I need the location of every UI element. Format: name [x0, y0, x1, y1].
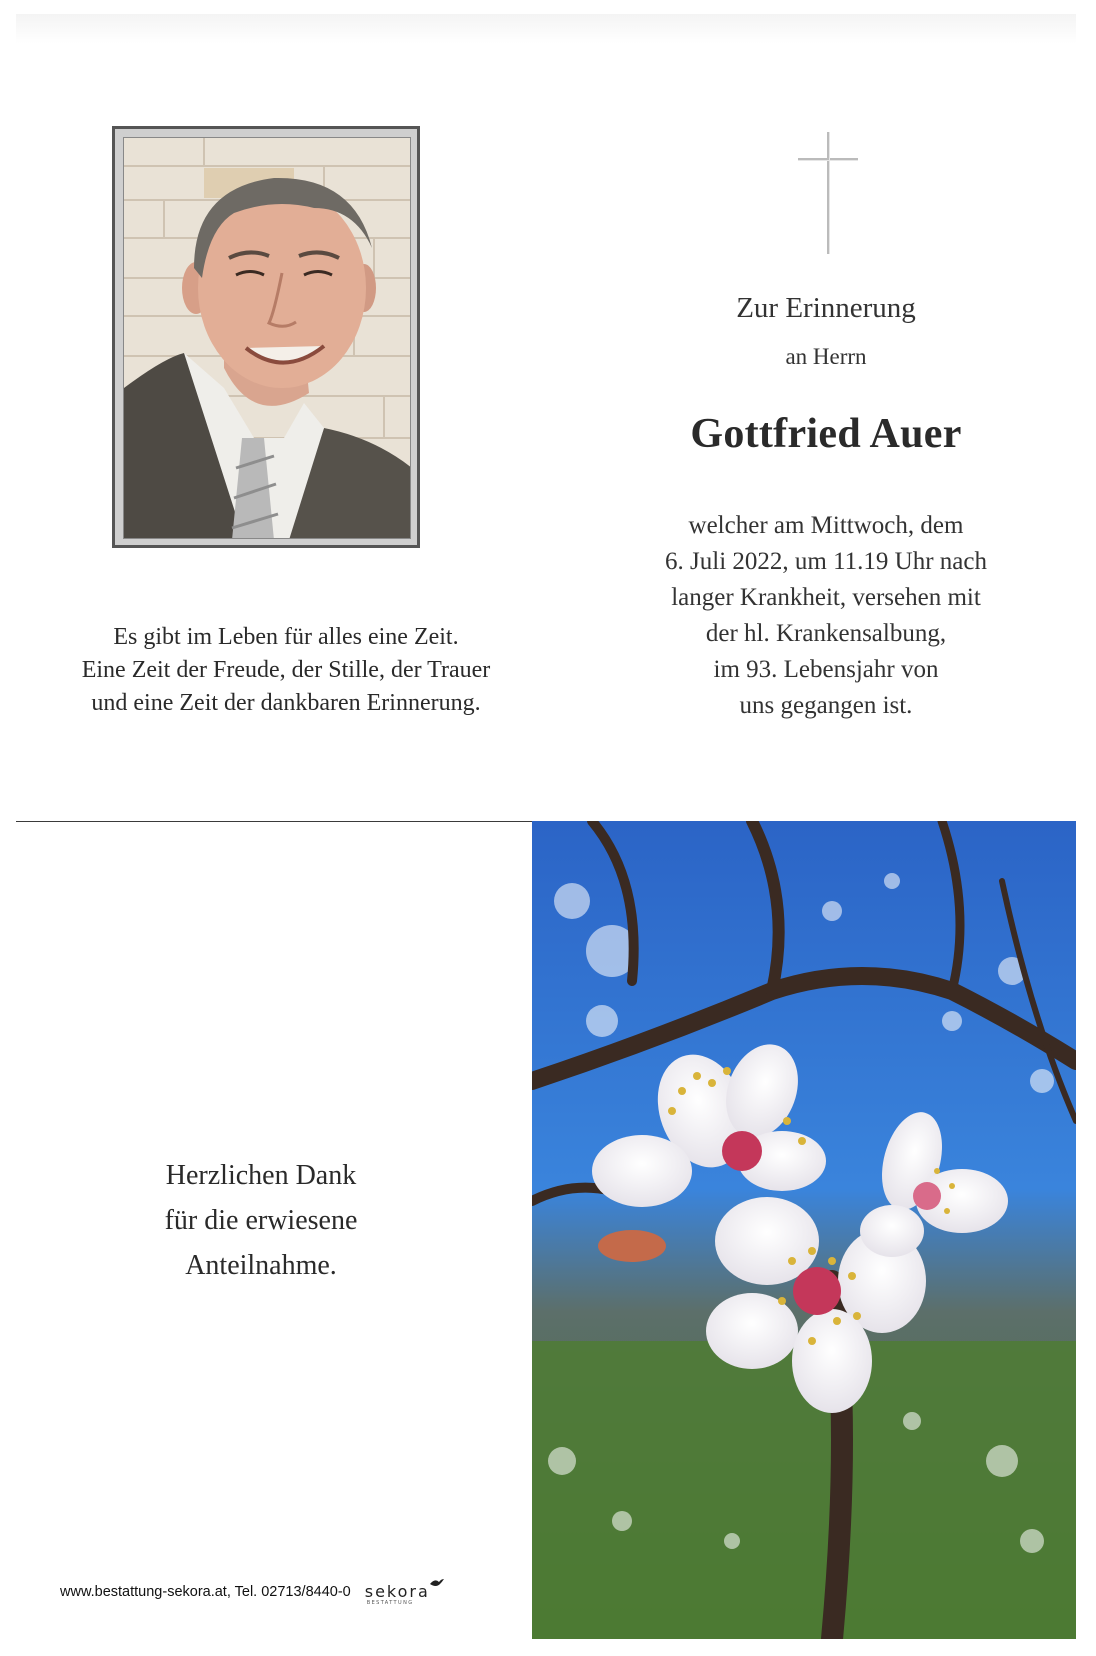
thanks-line: für die erwiesene — [164, 1205, 358, 1236]
verse-line: Es gibt im Leben für alles eine Zeit. — [113, 624, 459, 650]
thanks-line: Anteilnahme. — [185, 1250, 337, 1281]
obituary-line: 6. Juli 2022, um 11.19 Uhr nach — [665, 548, 987, 575]
apricot-blossom-illustration — [532, 821, 1076, 1639]
memorial-heading: Zur Erinnerung — [736, 292, 916, 324]
contact-info: www.bestattung-sekora.at, Tel. 02713/8440-0 — [60, 1583, 351, 1600]
footer — [60, 1582, 430, 1606]
brand-subtitle: BESTATTUNG — [366, 1600, 414, 1606]
thanks-message — [16, 1153, 506, 1288]
obituary-text — [606, 508, 1046, 724]
verse — [46, 621, 526, 720]
blossom-photo — [532, 821, 1076, 1639]
card-front — [16, 14, 1076, 818]
verse-line: und eine Zeit der dankbaren Erinnerung. — [91, 690, 481, 716]
man-portrait-illustration — [124, 138, 411, 539]
portrait-photo — [112, 126, 420, 548]
bird-icon — [430, 1578, 444, 1588]
thanks-line: Herzlichen Dank — [165, 1160, 357, 1191]
verse-line: Eine Zeit der Freude, der Stille, der Trauer — [81, 657, 491, 683]
salutation: an Herrn — [785, 344, 867, 369]
obituary-line: welcher am Mittwoch, dem — [688, 512, 964, 539]
brand-logo — [364, 1582, 430, 1606]
brand-name: sekora — [364, 1582, 430, 1601]
obituary-line: im 93. Lebensjahr von — [713, 656, 939, 683]
deceased-name: Gottfried Auer — [690, 411, 962, 457]
cross-icon — [798, 132, 862, 254]
portrait-image — [123, 137, 411, 539]
obituary-line: uns gegangen ist. — [739, 692, 913, 719]
obituary-line: langer Krankheit, versehen mit — [671, 584, 981, 611]
obituary-line: der hl. Krankensalbung, — [705, 620, 947, 647]
